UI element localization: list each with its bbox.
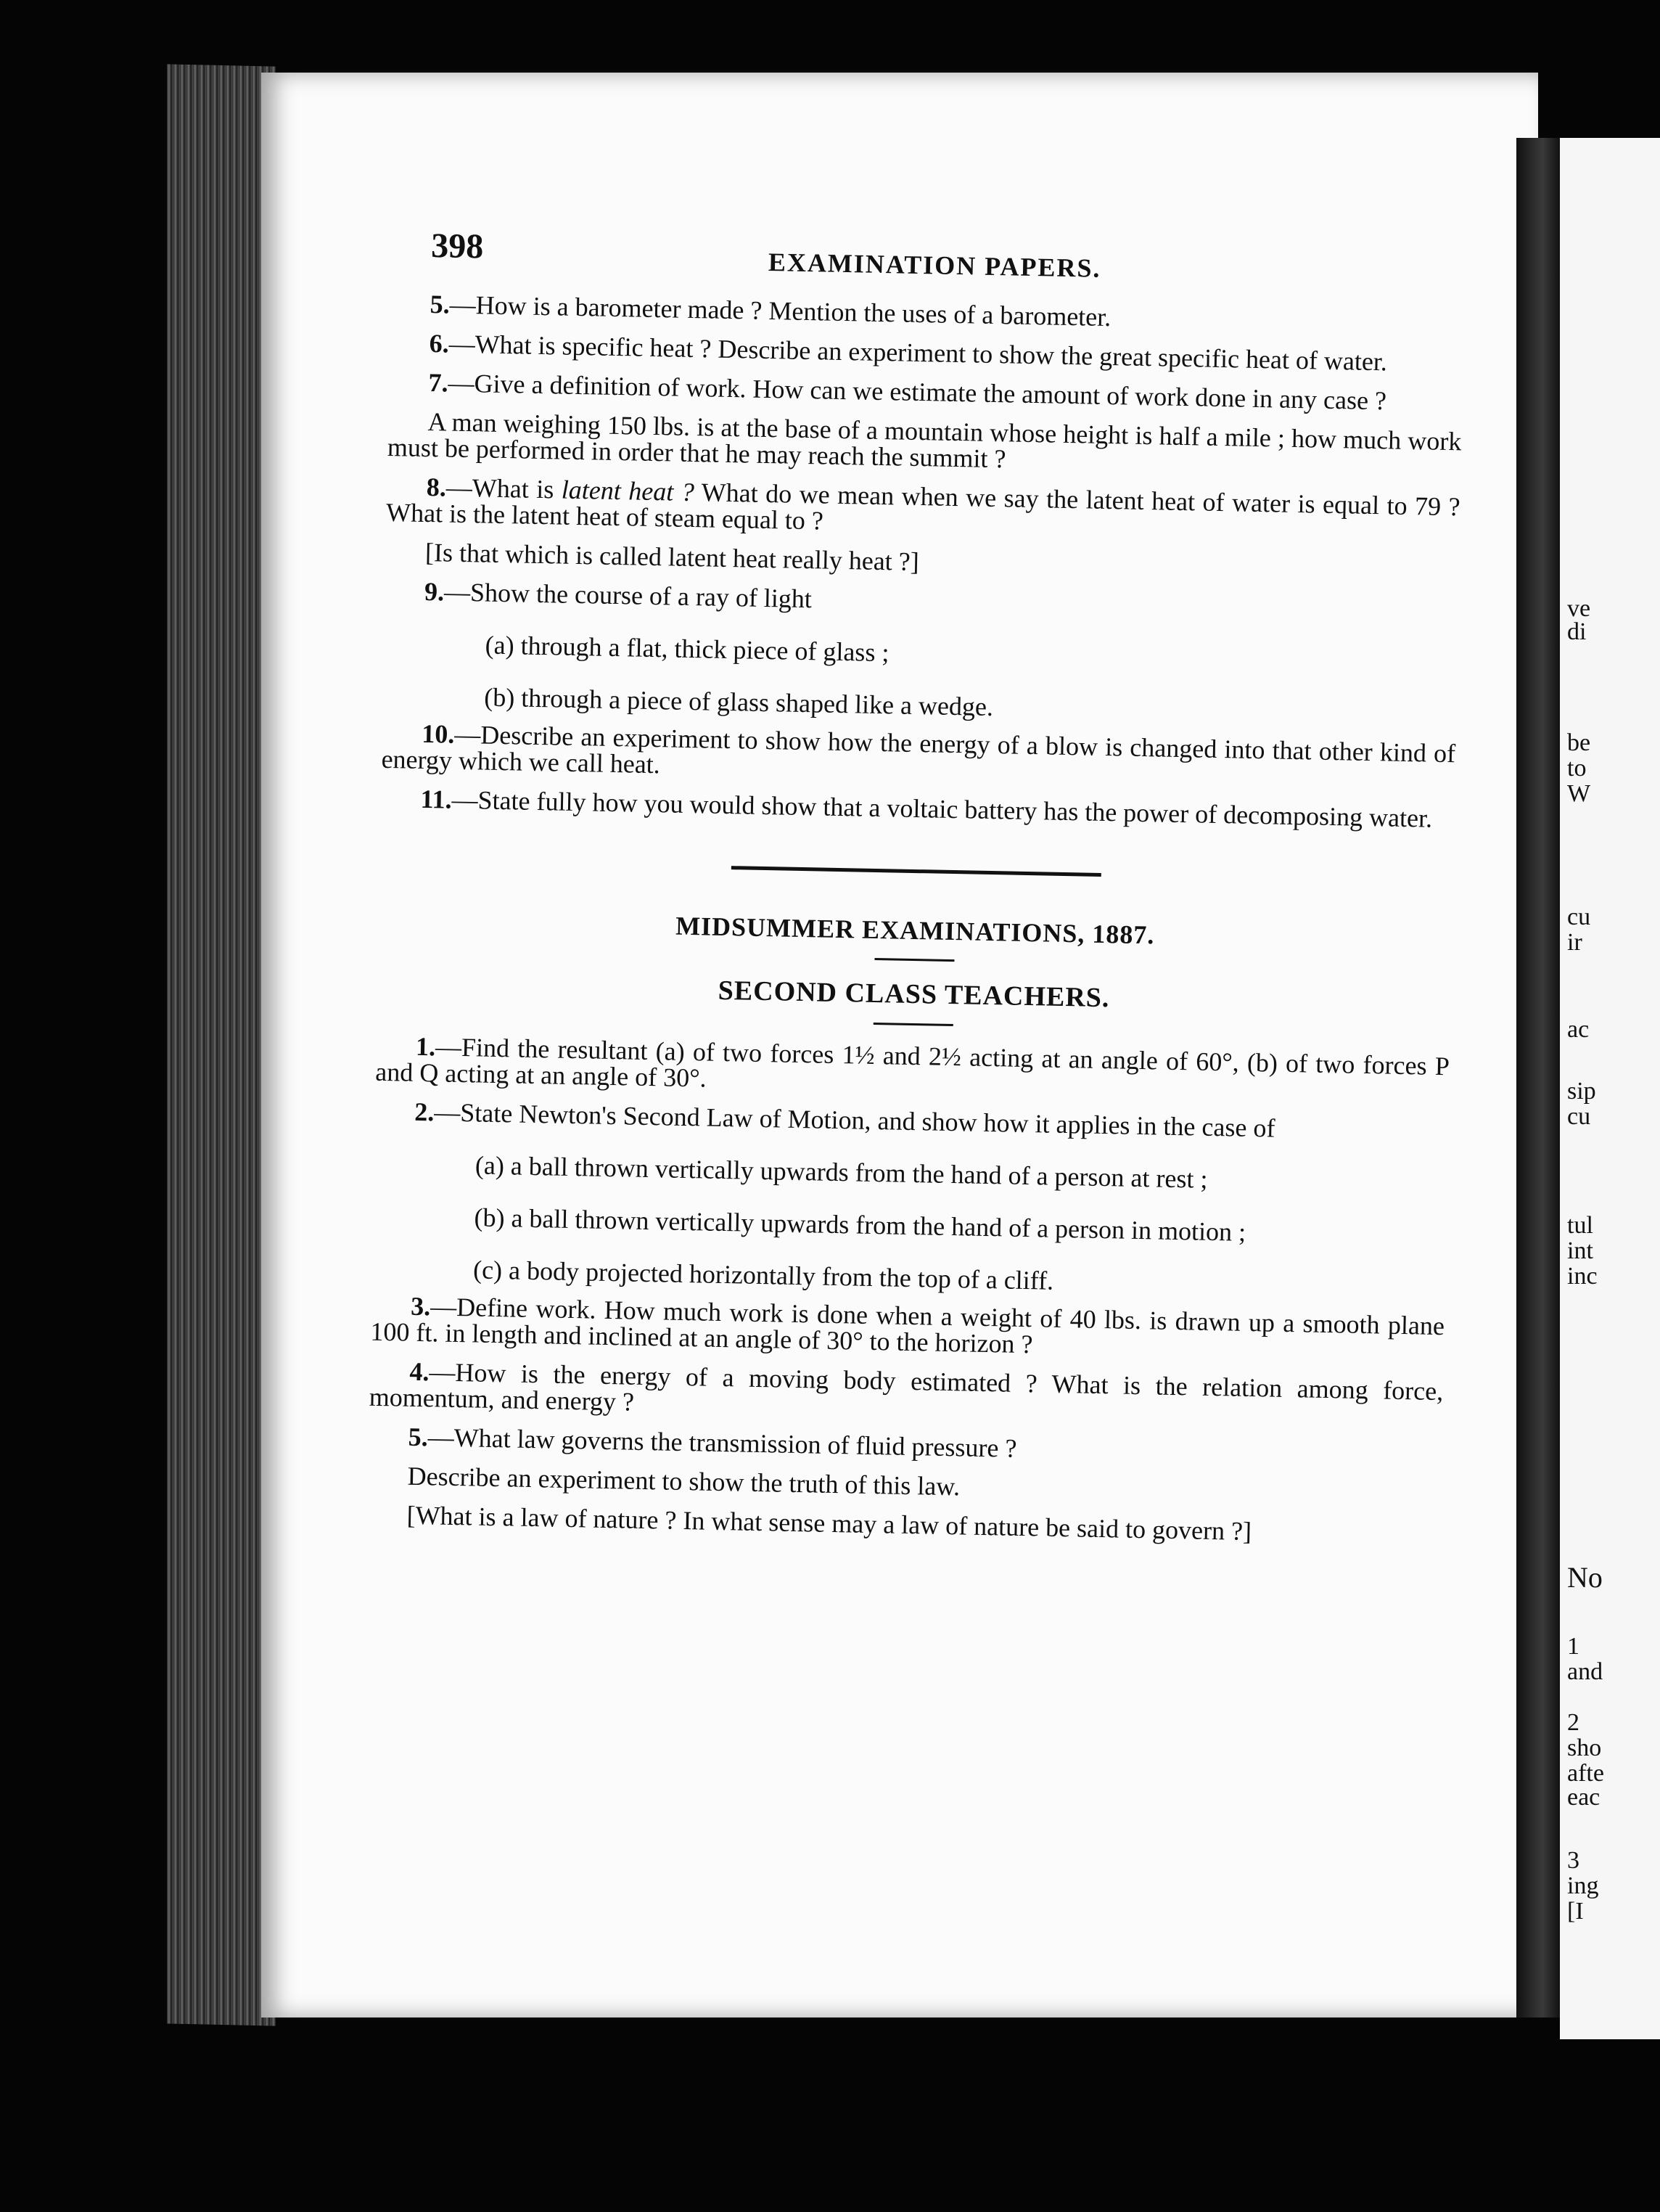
running-head: EXAMINATION PAPERS.: [768, 247, 1101, 283]
page-text-block: [366, 218, 1466, 1561]
question-5b-bracket: [What is a law of nature ? In what sense may a law of nature be said to govern ?]: [406, 1500, 1252, 1547]
section-subtitle: SECOND CLASS TEACHERS.: [718, 975, 1110, 1014]
right-fragment: to: [1567, 755, 1587, 782]
question-2-part-c: (c) a body projected horizontally from the top of a cliff.: [472, 1255, 1054, 1295]
question-number: 2.: [414, 1097, 435, 1127]
question-text: —Define work. How much work is done when a weight of 40 lbs. is drawn up a smooth plane 100 ft. in length and inclined at an angle of 30° to the horizon ?: [370, 1292, 1445, 1359]
question-number: 11.: [420, 784, 453, 814]
right-fragment: ir: [1567, 929, 1582, 956]
question-text: —What is specific heat ? Describe an experiment to show the great specific heat of water.: [448, 329, 1388, 377]
right-fragment: ing: [1567, 1872, 1599, 1899]
question-2: [374, 1098, 1448, 1144]
page-number: 398: [430, 226, 484, 266]
section-title: MIDSUMMER EXAMINATIONS, 1887.: [675, 911, 1155, 950]
question-number: 7.: [428, 368, 449, 398]
question-text: —What law governs the transmission of fluid pressure ?: [427, 1422, 1017, 1463]
right-fragment: and: [1567, 1658, 1603, 1685]
question-number: 10.: [421, 718, 455, 749]
question-5b-describe: Describe an experiment to show the truth of this law.: [407, 1461, 961, 1502]
question-text: —Give a definition of work. How can we estimate the amount of work done in any case ?: [448, 368, 1387, 416]
question-2-part-a: (a) a ball thrown vertically upwards from the hand of a person at rest ;: [474, 1150, 1208, 1194]
question-number: 3.: [410, 1291, 431, 1322]
question-9-part-a: (a) through a flat, thick piece of glass ;: [485, 630, 889, 668]
book-spine: [167, 64, 276, 2025]
right-fragment: eac: [1567, 1784, 1601, 1811]
question-7: [388, 369, 1462, 415]
question-number: 1.: [415, 1031, 436, 1062]
right-fragment: ve: [1567, 595, 1591, 622]
right-fragment: afte: [1567, 1760, 1604, 1787]
question-number: 5.: [408, 1422, 429, 1452]
right-fragment: int: [1567, 1237, 1593, 1264]
right-fragment: inc: [1567, 1263, 1598, 1290]
question-text: —State Newton's Second Law of Motion, and show how it applies in the case of: [433, 1097, 1275, 1143]
question-number: 9.: [424, 576, 445, 607]
question-4: [369, 1358, 1443, 1430]
question-text: —State fully how you would show that a voltaic battery has the power of decomposing water.: [451, 785, 1433, 833]
question-text: —How is the energy of a moving body estimated ? What is the relation among force, momentum, and energy ?: [369, 1357, 1444, 1417]
right-fragment: sho: [1567, 1734, 1602, 1761]
right-fragment: tul: [1567, 1212, 1593, 1239]
question-number: 8.: [426, 472, 447, 502]
right-fragment: cu: [1567, 904, 1591, 930]
right-page-edge: [1560, 138, 1660, 2039]
right-fragment: ac: [1567, 1016, 1590, 1043]
question-text: —Describe an experiment to show how the energy of a blow is changed into that other kind of energy which we call heat.: [381, 719, 1456, 779]
right-fragment: sip: [1567, 1078, 1596, 1105]
question-11: [380, 785, 1454, 832]
question-text-italic: latent heat ?: [561, 475, 695, 507]
question-text-lead: —What is: [445, 472, 554, 504]
right-fragment: No: [1567, 1561, 1603, 1594]
question-8-bracket: [Is that which is called latent heat really heat ?]: [424, 537, 920, 577]
right-fragment: 1: [1567, 1633, 1579, 1660]
right-fragment: 3: [1567, 1847, 1579, 1874]
question-7-problem: A man weighing 150 lbs. is at the base of a mountain whose height is half a mile ; how much work must be performed in order that he may reach the summit ?: [387, 407, 1462, 474]
right-fragment: cu: [1567, 1103, 1591, 1130]
question-9: [385, 578, 1458, 624]
page-gutter: [1516, 138, 1560, 2018]
question-text: —Show the course of a ray of light: [443, 577, 813, 614]
question-number: 4.: [409, 1356, 430, 1387]
question-3: [370, 1293, 1445, 1365]
question-2-part-b: (b) a ball thrown vertically upwards from the hand of a person in motion ;: [474, 1203, 1246, 1247]
right-fragment: be: [1567, 729, 1591, 756]
question-8: [386, 473, 1460, 546]
question-text: —How is a barometer made ? Mention the uses of a barometer.: [449, 290, 1112, 332]
right-fragment: 2: [1567, 1709, 1579, 1736]
question-text: —Find the resultant (a) of two forces 1½ and 2½ acting at an angle of 60°, (b) of two forces P and Q acting at an angle of 30°.: [375, 1032, 1450, 1093]
question-9-part-b: (b) through a piece of glass shaped like a wedge.: [483, 682, 994, 722]
title-rule: [874, 958, 954, 962]
subtitle-rule: [874, 1023, 953, 1026]
question-number: 6.: [429, 329, 450, 359]
question-1: [375, 1033, 1450, 1105]
right-fragment: di: [1567, 618, 1587, 645]
question-number: 5.: [430, 290, 451, 319]
question-text-rest: What do we mean when we say the latent heat of water is equal to 79 ? What is the latent heat of steam equal to ?: [385, 478, 1461, 536]
question-10: [381, 720, 1455, 792]
section-divider: [731, 866, 1101, 877]
right-fragment: [I: [1567, 1898, 1584, 1925]
question-6: [389, 329, 1463, 376]
question-5b: [368, 1423, 1442, 1470]
right-fragment: W: [1567, 780, 1591, 807]
